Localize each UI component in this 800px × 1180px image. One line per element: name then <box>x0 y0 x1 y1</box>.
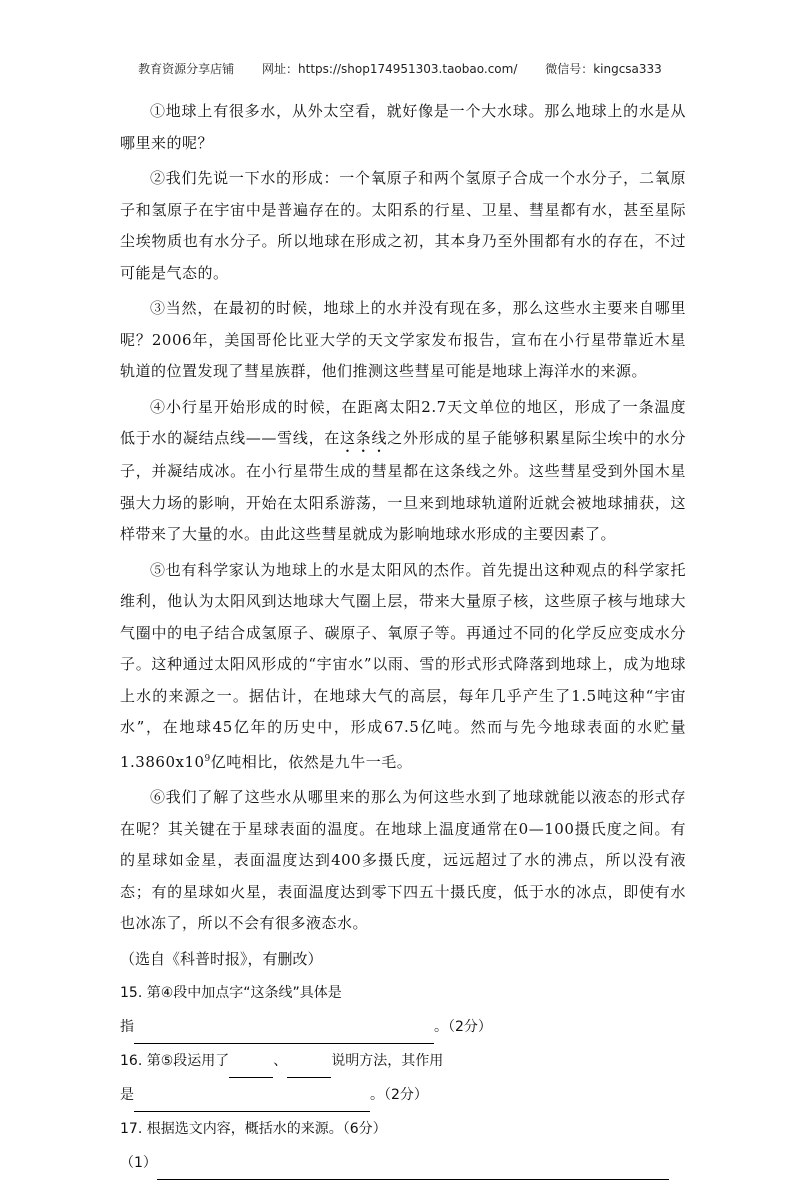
paragraph-5 <box>120 555 686 779</box>
paragraph-3: ③当然，在最初的时候，地球上的水并没有现在多，那么这些水主要来自哪里呢？2006年，美国哥伦比亚大学的天文学家发布报告，宣布在小行星带靠近木星轨道的位置发现了彗星族群，他们推测这些彗星可能是地球上海洋水的来源。 <box>120 299 686 380</box>
question-16-separator: 、 <box>273 1052 288 1069</box>
question-17-item-1: （1） <box>120 1154 157 1171</box>
paragraph-4-part-a: ④小行星开始形成的时候，在距离太阳2.7天文单位的地区，形成了一条温度低于水的凝结点线——雪线，在 <box>120 397 686 447</box>
page-header <box>0 60 800 77</box>
paragraph-4-part-b: 之外形成的星子能够积累星际尘埃中的水分子，并凝结成冰。在小行星带生成的彗星都在这条线之外。这些彗星受到外国木星强大力场的影响，开始在太阳系游荡，一旦来到地球轨道附近就会被地球捕获，这样带来了大量的水。由此这些彗星就成为影响地球水形成的主要因素了。 <box>120 429 686 543</box>
paragraph-4 <box>120 392 686 551</box>
exponent: 9 <box>204 753 211 764</box>
paragraph-5-part-a: ⑤也有科学家认为地球上的水是太阳风的杰作。首先提出这种观点的科学家托维利，他认为太阳风到达地球大气圈上层，带来大量原子核，这些原子核与地球大气圈中的电子结合成氢原子、碳原子、氧原子等。再通过不同的化学反应变成水分子。这种通过太阳风形成的“宇宙水”以雨、雪的形式形式降落到地球上，成为地球上水的来源之一。据估计，在地球大气的高层，每年几乎产生了1.5吨这种“宇宙水”，在地球45亿年的历史中，形成67.5亿吨。然而与先今地球表面的水贮量1.3860x10 <box>120 560 686 771</box>
question-16-part-a: 16. 第⑤段运用了 <box>120 1052 230 1069</box>
paragraph-2: ②我们先说一下水的形成：一个氧原子和两个氢原子合成一个水分子，二氧原子和氢原子在宇宙中是普遍存在的。太阳系的行星、卫星、彗星都有水，甚至星际尘埃物质也有水分子。所以地球在形成之初，其本身乃至外围都有水的存在，不过可能是气态的。 <box>120 169 686 282</box>
answer-blank-16a[interactable] <box>229 1059 273 1078</box>
answer-blank-17-1[interactable] <box>157 1161 669 1180</box>
header-wechat: 微信号：kingcsa333 <box>545 62 662 76</box>
header-url: 网址：https://shop174951303.taobao.com/ <box>262 62 518 76</box>
source-note: （选自《科普时报》，有删改） <box>120 949 323 968</box>
answer-blank-16b[interactable] <box>287 1059 331 1078</box>
question-15-answer-line <box>120 1010 686 1044</box>
header-shop: 教育资源分享店铺 <box>138 62 235 76</box>
paragraph-6: ⑥我们了解了这些水从哪里来的那么为何这些水到了地球就能以液态的形式存在呢？其关键在于星球表面的温度。在地球上温度通常在0—100摄氏度之间。有的星球如金星，表面温度达到400多摄氏度，远远超过了水的沸点，所以没有液态；有的星球如火星，表面温度达到零下四五十摄氏度，低于水的冰点，即使有水也冰冻了，所以不会有很多液态水。 <box>120 788 686 932</box>
paragraph-5-part-b: 亿吨相比，依然是九牛一毛。 <box>210 752 413 771</box>
question-16-answer-line <box>120 1078 686 1112</box>
question-15: 15. 第④段中加点字“这条线”具体是 <box>120 984 342 1001</box>
paragraph-1: ①地球上有很多水，从外太空看，就好像是一个大水球。那么地球上的水是从哪里来的呢？ <box>120 102 686 152</box>
document-body <box>120 96 686 1180</box>
question-16 <box>120 1044 686 1078</box>
question-16-prefix: 是 <box>120 1086 134 1103</box>
question-15-prefix: 指 <box>120 1018 134 1035</box>
question-15-suffix: 。（2分） <box>434 1018 492 1035</box>
question-17-answer-1 <box>120 1146 686 1180</box>
answer-blank-16c[interactable] <box>134 1093 370 1112</box>
answer-blank-15[interactable] <box>134 1025 434 1044</box>
question-17: 17. 根据选文内容，概括水的来源。（6分） <box>120 1120 387 1137</box>
dotted-phrase: 这条线 <box>340 429 388 447</box>
question-16-part-b: 说明方法，其作用 <box>331 1052 444 1069</box>
question-16-suffix: 。（2分） <box>370 1086 428 1103</box>
